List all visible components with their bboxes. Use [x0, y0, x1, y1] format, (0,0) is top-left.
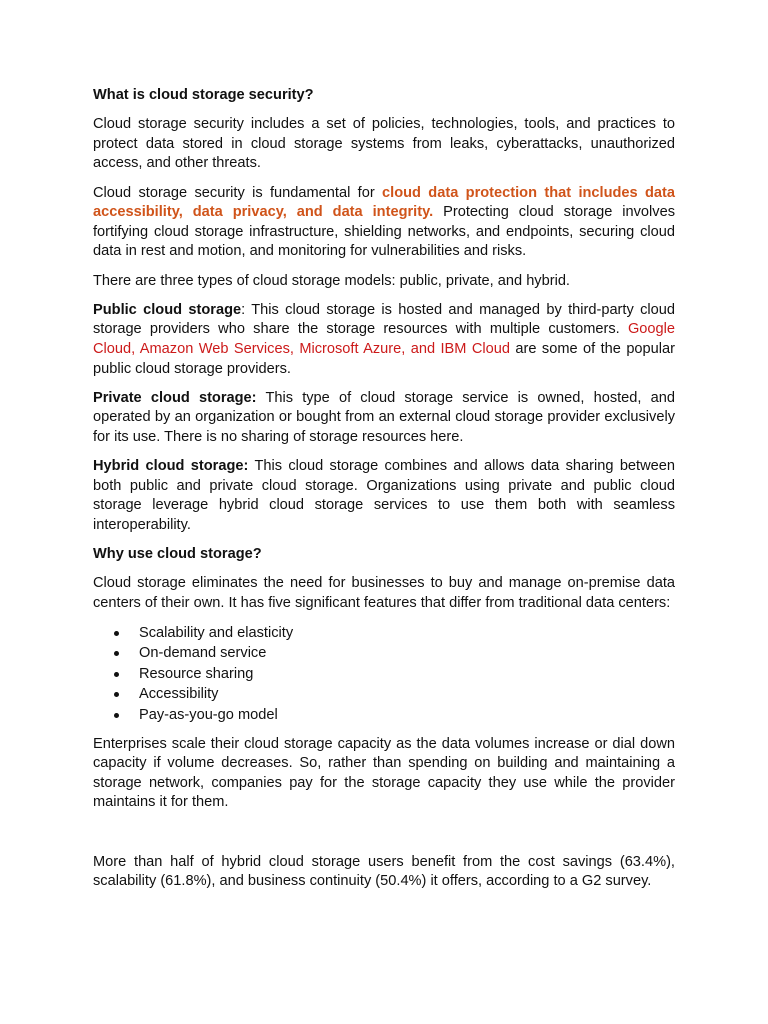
list-item: Accessibility	[139, 684, 675, 704]
public-cloud-text-end: are some of the popular public cloud storage providers.	[93, 340, 675, 377]
list-item: Scalability and elasticity	[139, 623, 675, 643]
public-cloud-text: : This cloud storage is hosted and managed by third-party cloud storage providers who share the storage resources with multiple customers.	[93, 301, 676, 338]
label-hybrid-cloud: Hybrid cloud storage:	[93, 458, 249, 475]
paragraph-why-intro: Cloud storage eliminates the need for businesses to buy and manage on-premise data centers of their own. It has five significant features that differ from traditional data centers:	[93, 575, 675, 611]
feature-list	[93, 623, 675, 725]
paragraph-public-cloud	[93, 301, 675, 379]
paragraph-spacer	[93, 823, 675, 853]
paragraph-definition: Cloud storage security includes a set of policies, technologies, tools, and practices to protect data stored in cloud storage systems from leaks, cyberattacks, unauthorized access, and other threats.	[93, 116, 675, 172]
label-public-cloud: Public cloud storage	[93, 301, 242, 318]
heading-why-use-cloud-storage: Why use cloud storage?	[93, 546, 262, 563]
private-cloud-text: This type of cloud storage service is owned, hosted, and operated by an organization or bought from an external cloud storage provider exclusively for its use. There is no sharing of storage resources here.	[93, 389, 675, 445]
paragraph-fundamental	[93, 184, 675, 262]
hybrid-cloud-text: This cloud storage combines and allows data sharing between both public and private cloud storage. Organizations using private and public cloud storage leverage hybrid cloud storage services to use them both with seamless interoperability.	[93, 458, 675, 533]
paragraph-hybrid-cloud	[93, 457, 675, 535]
heading-cloud-storage-security: What is cloud storage security?	[93, 87, 314, 103]
label-private-cloud: Private cloud storage:	[93, 389, 257, 406]
paragraph-private-cloud	[93, 389, 675, 448]
list-item: Resource sharing	[139, 664, 675, 684]
paragraph-scale-capacity: Enterprises scale their cloud storage capacity as the data volumes increase or dial down capacity if volume decreases. So, rather than spending on building and maintaining a storage network, companies pay for the storage capacity they use while the provider maintains it for them.	[93, 735, 675, 811]
paragraph-g2-survey: More than half of hybrid cloud storage users benefit from the cost savings (63.4%), scalability (61.8%), and business continuity (50.4%) it offers, according to a G2 survey.	[93, 853, 675, 890]
list-item: Pay-as-you-go model	[139, 705, 675, 725]
highlight-cloud-data-protection[interactable]: cloud data protection that includes data accessibility, data privacy, and data integrity.	[93, 184, 675, 221]
paragraph-three-types: There are three types of cloud storage models: public, private, and hybrid.	[93, 272, 570, 289]
paragraph-fundamental-lead: Cloud storage security is fundamental for	[93, 184, 383, 201]
list-item: On-demand service	[139, 643, 675, 663]
link-public-providers[interactable]: Google Cloud, Amazon Web Services, Microsoft Azure, and IBM Cloud	[93, 321, 675, 357]
paragraph-fundamental-rest: Protecting cloud storage involves fortifying cloud storage infrastructure, shielding networks, and endpoints, securing cloud data in rest and motion, and monitoring for vulnerabilities and risks.	[93, 204, 676, 260]
